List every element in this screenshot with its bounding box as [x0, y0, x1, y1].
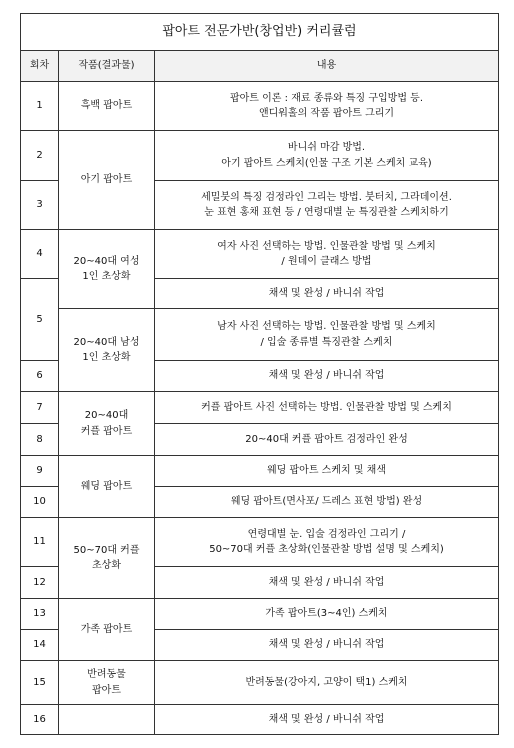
session-number: 9 — [21, 456, 59, 487]
session-number: 7 — [21, 392, 59, 424]
session-number: 5 — [21, 279, 59, 361]
header-content: 내용 — [155, 51, 499, 82]
header-work: 작품(결과물) — [59, 51, 155, 82]
session-number: 1 — [21, 82, 59, 131]
table-row — [21, 309, 499, 361]
work-cell: 20~40대 커플 팝아트 — [59, 392, 155, 456]
work-cell: 가족 팝아트 — [59, 599, 155, 661]
session-number: 2 — [21, 131, 59, 181]
work-cell: 아기 팝아트 — [59, 131, 155, 230]
table-row — [21, 392, 499, 424]
work-cell — [59, 705, 155, 735]
curriculum-table — [20, 13, 499, 735]
content-cell: 채색 및 완성 / 바니쉬 작업 — [155, 361, 499, 392]
session-number: 6 — [21, 361, 59, 392]
table-row — [21, 661, 499, 705]
session-number: 13 — [21, 599, 59, 630]
content-cell: 연령대별 눈. 입술 검정라인 그리기 / 50~70대 커플 초상화(인물관찰 방법 설명 및 스케치) — [155, 518, 499, 567]
work-cell: 50~70대 커플 초상화 — [59, 518, 155, 599]
content-cell: 남자 사진 선택하는 방법. 인물관찰 방법 및 스케치 / 입술 종류별 특징관찰 스케치 — [155, 309, 499, 361]
title-row — [21, 14, 499, 51]
content-cell: 20~40대 커플 팝아트 검정라인 완성 — [155, 424, 499, 456]
table-row — [21, 518, 499, 567]
table-row — [21, 82, 499, 131]
session-number: 14 — [21, 630, 59, 661]
header-session: 회차 — [21, 51, 59, 82]
work-cell: 20~40대 남성 1인 초상화 — [59, 309, 155, 392]
content-cell: 팝아트 이론 : 재료 종류와 특징 구입방법 등. 앤디워홀의 작품 팝아트 그리기 — [155, 82, 499, 131]
content-cell: 여자 사진 선택하는 방법. 인물관찰 방법 및 스케치 / 원데이 클래스 방법 — [155, 230, 499, 279]
content-cell: 채색 및 완성 / 바니쉬 작업 — [155, 567, 499, 599]
work-cell: 웨딩 팝아트 — [59, 456, 155, 518]
session-number: 3 — [21, 181, 59, 230]
session-number: 11 — [21, 518, 59, 567]
content-cell: 가족 팝아트(3~4인) 스케치 — [155, 599, 499, 630]
session-number: 10 — [21, 487, 59, 518]
content-cell: 세밀붓의 특징 검정라인 그리는 방법. 붓터치, 그라데이션. 눈 표현 홍채 표현 등 / 연령대별 눈 특징관찰 스케치하기 — [155, 181, 499, 230]
content-cell: 채색 및 완성 / 바니쉬 작업 — [155, 705, 499, 735]
header-row — [21, 51, 499, 82]
content-cell: 채색 및 완성 / 바니쉬 작업 — [155, 279, 499, 309]
work-cell: 반려동물 팝아트 — [59, 661, 155, 705]
table-title: 팝아트 전문가반(창업반) 커리큘럼 — [21, 14, 499, 51]
table-row — [21, 599, 499, 630]
content-cell: 반려동물(강아지, 고양이 택1) 스케치 — [155, 661, 499, 705]
session-number: 8 — [21, 424, 59, 456]
table-row — [21, 230, 499, 279]
content-cell: 웨딩 팝아트(면사포/ 드레스 표현 방법) 완성 — [155, 487, 499, 518]
content-cell: 웨딩 팝아트 스케치 및 채색 — [155, 456, 499, 487]
content-cell: 커플 팝아트 사진 선택하는 방법. 인물관찰 방법 및 스케치 — [155, 392, 499, 424]
session-number: 16 — [21, 705, 59, 735]
work-cell: 20~40대 여성 1인 초상화 — [59, 230, 155, 309]
table-row — [21, 705, 499, 735]
session-number: 15 — [21, 661, 59, 705]
session-number: 12 — [21, 567, 59, 599]
table-row — [21, 456, 499, 487]
content-cell: 바니쉬 마감 방법. 아기 팝아트 스케치(인물 구조 기본 스케치 교육) — [155, 131, 499, 181]
table-row — [21, 131, 499, 181]
work-cell: 흑백 팝아트 — [59, 82, 155, 131]
content-cell: 채색 및 완성 / 바니쉬 작업 — [155, 630, 499, 661]
session-number: 4 — [21, 230, 59, 279]
